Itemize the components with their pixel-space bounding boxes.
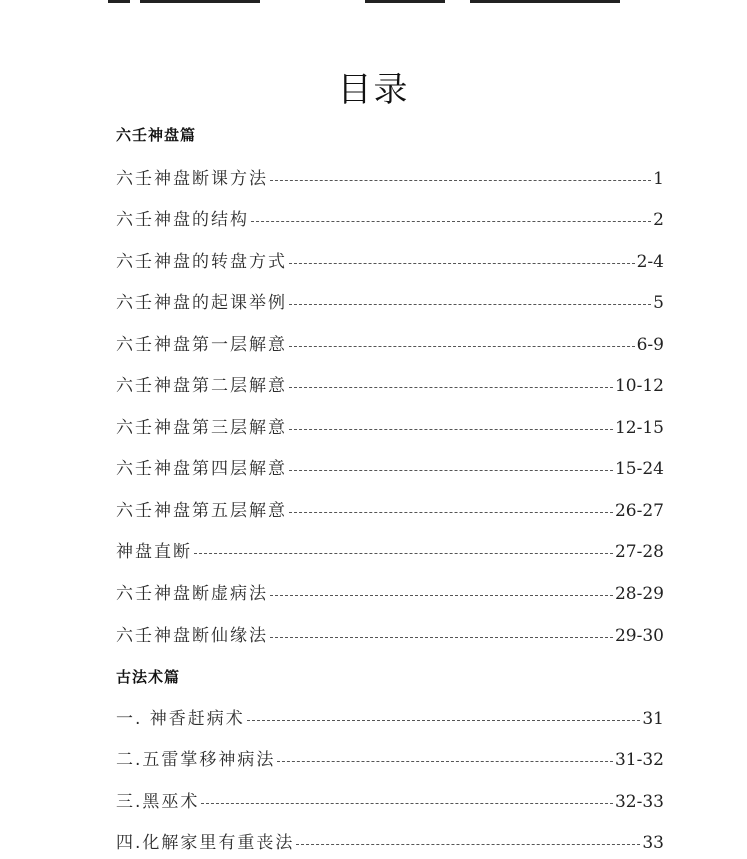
toc-leader: [289, 469, 613, 471]
toc-entry-label: 六壬神盘第五层解意: [116, 501, 287, 521]
toc-entry-label: 神盘直断: [116, 542, 192, 562]
toc-leader: [251, 220, 651, 222]
toc-entry[interactable]: [116, 248, 664, 272]
toc-entry[interactable]: [116, 538, 664, 562]
toc-leader: [289, 386, 613, 388]
toc-entry-page: 10-12: [614, 376, 664, 396]
toc-leader: [270, 636, 613, 638]
toc-entry-page: 1: [653, 169, 664, 189]
toc-entry-label: 六壬神盘第一层解意: [116, 335, 287, 355]
toc-leader: [270, 594, 613, 596]
toc-entry-label: 一. 神香赶病术: [116, 709, 245, 729]
toc-entry[interactable]: [116, 165, 664, 189]
page-title: 目录: [337, 70, 410, 110]
toc-leader: [296, 843, 640, 845]
toc-entry-label: 六壬神盘第三层解意: [116, 418, 287, 438]
toc-entry[interactable]: [116, 289, 664, 313]
toc-entry-label: 六壬神盘断课方法: [116, 169, 268, 189]
toc-entry[interactable]: [116, 705, 664, 729]
toc-entry[interactable]: [116, 497, 664, 521]
toc-entry-label: 三.黑巫术: [116, 792, 200, 812]
toc-entry[interactable]: [116, 622, 664, 646]
toc-leader: [289, 511, 613, 513]
toc-entry[interactable]: [116, 206, 664, 230]
toc-entry-page: 2-4: [636, 252, 664, 272]
toc-entry[interactable]: [116, 829, 664, 853]
toc-entry-page: 6-9: [636, 335, 664, 355]
toc-entry[interactable]: [116, 455, 664, 479]
toc-entry[interactable]: [116, 746, 664, 770]
toc-entry[interactable]: [116, 788, 664, 812]
toc-entry-label: 六壬神盘第二层解意: [116, 376, 287, 396]
toc-entry[interactable]: [116, 331, 664, 355]
toc-entry-page: 2: [653, 210, 664, 230]
toc-entry-page: 15-24: [614, 459, 664, 479]
toc-entry-label: 六壬神盘的起课举例: [116, 293, 287, 313]
toc-entry[interactable]: [116, 414, 664, 438]
toc-entry-page: 26-27: [614, 501, 664, 521]
toc-entry-label: 六壬神盘的转盘方式: [116, 252, 287, 272]
toc-leader: [247, 719, 641, 721]
toc-leader: [289, 345, 635, 347]
toc-entry-page: 32-33: [614, 792, 664, 812]
toc-entry[interactable]: [116, 372, 664, 396]
toc-entry-page: 27-28: [614, 542, 664, 562]
toc-entry-label: 六壬神盘的结构: [116, 210, 249, 230]
toc-entry-label: 六壬神盘断虚病法: [116, 584, 268, 604]
toc-entry-page: 33: [642, 833, 664, 853]
toc-leader: [289, 303, 651, 305]
section-heading-liuren: 六壬神盘篇: [116, 126, 197, 144]
toc-leader: [289, 428, 613, 430]
section-heading-gufa: 古法术篇: [116, 668, 181, 686]
toc-entry-page: 12-15: [614, 418, 664, 438]
toc-entry-page: 31-32: [614, 750, 664, 770]
toc-leader: [270, 179, 651, 181]
toc-entry-page: 31: [642, 709, 664, 729]
toc-entry-label: 六壬神盘第四层解意: [116, 459, 287, 479]
cropped-top-text: [100, 0, 630, 4]
toc-leader: [194, 552, 613, 554]
toc-leader: [289, 262, 635, 264]
toc-leader: [277, 760, 613, 762]
toc-leader: [201, 802, 613, 804]
toc-entry-page: 28-29: [614, 584, 664, 604]
toc-entry-page: 5: [653, 293, 664, 313]
toc-entry-page: 29-30: [614, 626, 664, 646]
toc-entry[interactable]: [116, 580, 664, 604]
toc-entry-label: 四.化解家里有重丧法: [116, 833, 295, 853]
toc-entry-label: 二.五雷掌移神病法: [116, 750, 276, 770]
toc-entry-label: 六壬神盘断仙缘法: [116, 626, 268, 646]
